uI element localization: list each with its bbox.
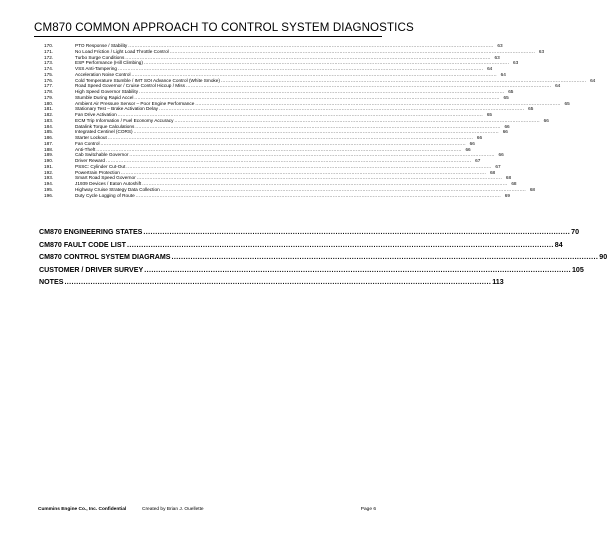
dot-leader: .................................................................................................................................................................................................................................... bbox=[174, 117, 540, 123]
dot-leader: .................................................................................................................................................................................................................................... bbox=[126, 163, 492, 169]
toc-title: PTO Response / Stability bbox=[75, 43, 128, 48]
toc-page: 66 bbox=[469, 140, 475, 146]
toc-title: Acceleration Noise Control bbox=[75, 71, 131, 77]
toc-page: 65 bbox=[564, 100, 570, 106]
toc-number: 193. bbox=[44, 175, 54, 181]
dot-leader: .................................................................................................................................................................................................................................... bbox=[105, 158, 472, 163]
toc-number: 170. bbox=[44, 43, 54, 48]
toc-page: 67 bbox=[495, 163, 501, 169]
toc-page: 63 bbox=[513, 60, 519, 66]
toc-page: 68 bbox=[511, 181, 517, 186]
toc-page: 63 bbox=[494, 54, 500, 60]
dot-leader: .................................................................................................................................................................................................................................... bbox=[117, 66, 484, 71]
dot-leader: .................................................................................................................................................................................................................................... bbox=[125, 54, 491, 60]
section-page: 90 bbox=[599, 253, 607, 261]
footer-company: Cummins Engine Co., Inc. Confidential bbox=[38, 507, 127, 512]
dot-leader: .................................................................................................................................................................................................................................... bbox=[135, 123, 501, 129]
toc-number: 185. bbox=[44, 129, 54, 135]
dot-leader: .................................................................................................................................................................................................................................... bbox=[220, 77, 587, 83]
dot-leader: .................................................................................................................................................................................................................................... bbox=[120, 169, 487, 175]
dot-leader: .................................................................................................................................................................................................................................... bbox=[134, 94, 500, 100]
section-title: NOTES bbox=[39, 278, 64, 286]
section-entry[interactable] bbox=[39, 239, 563, 252]
toc-title: Stumble During Rapid Accel bbox=[75, 94, 134, 100]
page-title: CM870 COMMON APPROACH TO CONTROL SYSTEM DIAGNOSTICS bbox=[34, 21, 382, 37]
toc-page: 65 bbox=[486, 112, 493, 117]
dot-leader: .................................................................................................................................................................................................................................... bbox=[169, 48, 536, 54]
toc-title: VSS Anti-Tampering bbox=[75, 66, 117, 71]
dot-leader: .................................................................................................................................................................................................................................... bbox=[133, 129, 499, 135]
toc-page: 66 bbox=[465, 146, 471, 152]
page-footer bbox=[38, 507, 376, 512]
toc-title: Integrated Centinel (CORS) bbox=[75, 129, 133, 135]
section-entry[interactable] bbox=[39, 226, 580, 239]
toc-number: 188. bbox=[44, 146, 54, 152]
dot-leader: .................................................................................................................................................................................... bbox=[143, 228, 571, 236]
toc-number: 178. bbox=[44, 89, 54, 94]
section-entry[interactable] bbox=[39, 264, 584, 277]
toc-entry[interactable] bbox=[44, 192, 511, 199]
toc-title: Fan Control bbox=[75, 140, 100, 146]
toc-number: 192. bbox=[44, 169, 54, 175]
toc-number: 195. bbox=[44, 186, 54, 192]
toc-page: 68 bbox=[505, 175, 512, 181]
toc-number: 176. bbox=[44, 77, 54, 83]
toc-title: PSSC: Cylinder Cut-Out bbox=[75, 163, 126, 169]
toc-page: 64 bbox=[487, 66, 493, 71]
toc-page: 64 bbox=[555, 83, 561, 89]
dot-leader: .................................................................................................................................................................................................................................... bbox=[143, 60, 510, 66]
dot-leader: .................................................................................................................................................................................................................................... bbox=[159, 106, 525, 112]
toc-title: Driver Reward bbox=[75, 158, 105, 163]
toc-number: 171. bbox=[44, 48, 54, 54]
toc-title: No Load Friction / Light Load Throttle Control bbox=[75, 48, 169, 54]
dot-leader: .................................................................................................................................................................................................................................... bbox=[136, 175, 503, 181]
toc-number: 190. bbox=[44, 158, 54, 163]
toc-title: Road Speed Governor / Cruise Control Hiccup / Miss bbox=[75, 83, 185, 89]
toc-number: 175. bbox=[44, 71, 54, 77]
toc-number: 194. bbox=[44, 181, 54, 186]
toc-number: 173. bbox=[44, 60, 54, 66]
toc-page: 63 bbox=[538, 48, 545, 54]
toc-page: 65 bbox=[508, 89, 514, 94]
toc-page: 68 bbox=[529, 186, 536, 192]
footer-page-number: Page 6 bbox=[360, 507, 376, 512]
dot-leader: .................................................................................................................................................................................................................................... bbox=[128, 43, 494, 48]
toc-list bbox=[44, 43, 596, 198]
footer-author: Created by Brian J. Ouellette bbox=[142, 507, 204, 512]
toc-number: 172. bbox=[44, 54, 54, 60]
section-list bbox=[39, 226, 607, 289]
toc-title: Powertrain Protection bbox=[75, 169, 120, 175]
toc-page: 66 bbox=[504, 123, 510, 129]
toc-title: Turbo Surge Conditions bbox=[75, 54, 125, 60]
dot-leader: .................................................................................................................................................................................... bbox=[126, 240, 554, 249]
toc-title: Datalink Torque Calculations bbox=[75, 123, 135, 129]
section-title: CUSTOMER / DRIVER SURVEY bbox=[39, 265, 144, 274]
toc-page: 63 bbox=[497, 43, 503, 48]
dot-leader: .................................................................................................................................................................................................................................... bbox=[107, 135, 474, 140]
toc-number: 180. bbox=[44, 100, 54, 106]
dot-leader: .................................................................................................................................................................................................................................... bbox=[100, 140, 466, 146]
section-title: CM870 CONTROL SYSTEM DIAGRAMS bbox=[39, 253, 171, 261]
toc-title: Fan Drive Activation bbox=[75, 112, 117, 117]
toc-number: 174. bbox=[44, 66, 54, 71]
toc-page: 64 bbox=[590, 77, 596, 83]
toc-page: 64 bbox=[500, 71, 506, 77]
toc-number: 189. bbox=[44, 152, 54, 158]
toc-title: ESP Performance (Hill Climbing) bbox=[75, 60, 143, 66]
toc-page: 66 bbox=[543, 117, 549, 123]
toc-number: 187. bbox=[44, 140, 54, 146]
dot-leader: .................................................................................................................................................................................................................................... bbox=[135, 192, 502, 198]
toc-number: 184. bbox=[44, 123, 54, 129]
dot-leader: .................................................................................................................................................................................... bbox=[64, 278, 492, 286]
toc-title: Highway Cruise Strategy Data Collection bbox=[75, 186, 160, 192]
toc-title: Cold Temperature Stumble / IMT SOI Advance Control (White Smoke) bbox=[75, 77, 220, 83]
section-title: CM870 ENGINEERING STATES bbox=[39, 228, 143, 236]
toc-page: 67 bbox=[475, 158, 481, 163]
toc-page: 65 bbox=[528, 106, 534, 112]
dot-leader: .................................................................................................................................................................................... bbox=[171, 253, 599, 261]
toc-page: 66 bbox=[498, 152, 504, 158]
section-title: CM870 FAULT CODE LIST bbox=[39, 240, 126, 249]
dot-leader: .................................................................................................................................................................................................................................... bbox=[139, 89, 505, 94]
section-entry[interactable] bbox=[39, 251, 607, 264]
dot-leader: .................................................................................................................................................................................................................................... bbox=[117, 112, 484, 117]
toc-number: 177. bbox=[44, 83, 54, 89]
toc-title: ECM Trip Information / Fuel Economy Accuracy bbox=[75, 117, 174, 123]
toc-title: J1939 Devices / Eaton Autoshift bbox=[75, 181, 142, 186]
toc-number: 182. bbox=[44, 112, 54, 117]
toc-title: Cab Switchable Governor bbox=[75, 152, 129, 158]
toc-title: High Speed Governor Stability bbox=[75, 89, 139, 94]
section-page: 70 bbox=[571, 228, 580, 236]
section-page: 105 bbox=[571, 265, 584, 274]
toc-title: Duty Cycle Logging of Route bbox=[75, 192, 135, 198]
toc-number: 183. bbox=[44, 117, 54, 123]
toc-page: 66 bbox=[502, 129, 508, 135]
dot-leader: .................................................................................................................................................................................................................................... bbox=[142, 181, 508, 186]
toc-title: Anti-Theft bbox=[75, 146, 96, 152]
section-page: 84 bbox=[554, 240, 563, 249]
dot-leader: .................................................................................................................................................................................... bbox=[144, 265, 571, 274]
toc-number: 186. bbox=[44, 135, 54, 140]
toc-title: Stationary Test – Brake Activation Delay bbox=[75, 106, 159, 112]
toc-title: Ambient Air Pressure Sensor – Poor Engine Performance bbox=[75, 100, 195, 106]
dot-leader: .................................................................................................................................................................................................................................... bbox=[160, 186, 527, 192]
dot-leader: .................................................................................................................................................................................................................................... bbox=[129, 152, 495, 158]
dot-leader: .................................................................................................................................................................................................................................... bbox=[185, 83, 552, 89]
toc-page: 66 bbox=[476, 135, 483, 140]
toc-number: 181. bbox=[44, 106, 54, 112]
toc-title: Smart Road Speed Governor bbox=[75, 175, 136, 181]
dot-leader: .................................................................................................................................................................................................................................... bbox=[131, 71, 497, 77]
toc-page: 69 bbox=[504, 192, 511, 198]
dot-leader: .................................................................................................................................................................................................................................... bbox=[195, 100, 561, 106]
toc-number: 196. bbox=[44, 192, 54, 198]
toc-title: Starter Lockout bbox=[75, 135, 107, 140]
section-entry[interactable] bbox=[39, 276, 504, 289]
dot-leader: .................................................................................................................................................................................................................................... bbox=[96, 146, 462, 152]
toc-page: 68 bbox=[489, 169, 496, 175]
toc-number: 179. bbox=[44, 94, 54, 100]
section-page: 113 bbox=[492, 278, 504, 286]
toc-number: 191. bbox=[44, 163, 54, 169]
toc-page: 65 bbox=[503, 94, 509, 100]
